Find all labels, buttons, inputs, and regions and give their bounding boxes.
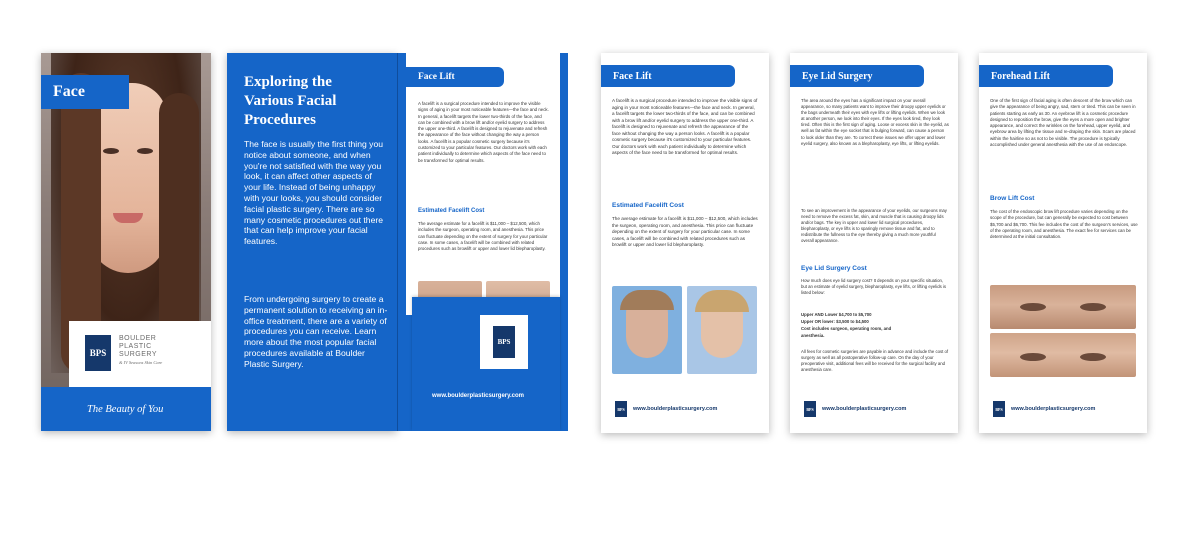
bps-logo-icon: BPS	[85, 335, 111, 371]
fold-bps-logo-icon: BPS	[493, 326, 515, 358]
facelift-cost-body: The average estimate for a facelift is $11,000 – $12,500, which includes the surgeon, operating room, and anesthesia. This price can fluctuate depending on the extent of surgery for your particular case. In some cases, a facelift will be combined with related procedures such as browlift or upper and lower lid blepharoplasty.	[612, 216, 758, 247]
folded-facelift-tab: Face Lift	[406, 67, 504, 87]
forehead-footer-url: www.boulderplasticsurgery.com	[1011, 406, 1096, 412]
facelift-after-photo	[687, 286, 757, 374]
forehead-title: Forehead Lift	[991, 70, 1050, 82]
logo-line-2: PLASTIC	[119, 343, 152, 350]
cover-tab	[41, 75, 129, 109]
eyelid-cost-note: All fees for cosmetic surgeries are payable in advance and include the cost of surgery as well as all postoperative follow-up care. On the day of your preoperative visit, additional fees will be received for the surgical facility and anesthesia care.	[801, 349, 949, 373]
brochure-cover-panel	[41, 53, 211, 431]
facelift-footer-logo-icon: BPS	[615, 401, 627, 417]
eyelid-footer-logo-icon: BPS	[804, 401, 816, 417]
fold-logo-card	[480, 315, 528, 369]
forehead-cost-heading: Brow Lift Cost	[990, 195, 1035, 202]
eyelid-body: The area around the eyes has a significant impact on your overall appearance, so many patients want to improve their droopy upper eyelids or the bags underneath their eyes with eye lifts or lifting eyelids. When we look at another person, we look into their eyes. If the eyes look tired, they look tired. Often this is the first sign of aging. Loose or excess skin in the eyelid, as well as fat within the eye socket that is bulging forward, can cause a person to look older than they are. To correct these issues we offer upper and lower eyelid surgery, also known as a blepharoplasty, eye lifts, or lifting eyelids.	[801, 98, 949, 146]
facelift-before-photo	[612, 286, 682, 374]
eyelid-cost-body: How much does eye lid surgery cost? It depends on your specific situation, but an estimate of eyelid surgery, blepharoplasty, eye lifts, or lifting eyelids is listed below:	[801, 278, 947, 296]
eyelid-cost-line-1: Upper AND Lower $4,700 to $5,700	[801, 312, 872, 317]
logo-card	[69, 321, 211, 387]
eyelid-body-2: To see an improvement in the appearance of your eyelids, our surgeons may need to remove the excess fat, skin, and muscle that is causing droopy lids and/or bags. The key in upper and lower lid surgical procedures, blepharoplasty, or eye lifts is to sparingly remove tissue and fat, and to redistribute the fullness to the eye thereby giving a much more youthful overall appearance.	[801, 208, 947, 244]
folded-facelift-panel	[397, 53, 568, 431]
facelift-title: Face Lift	[613, 70, 652, 82]
forehead-before-photo	[990, 285, 1136, 329]
cover-footer	[41, 387, 211, 431]
eyelid-page	[790, 53, 958, 433]
folded-cost-body: The average estimate for a facelift is $11,000 – $12,500, which includes the surgeon, operating room, and anesthesia. This price can fluctuate depending on the extent of surgery for your particular case. In some cases, a facelift will be combined with related procedures such as browlift or upper and lower lid blepharoplasty.	[418, 221, 548, 252]
intro-panel	[227, 53, 397, 431]
eyelid-cost-heading: Eye Lid Surgery Cost	[801, 265, 867, 272]
forehead-page	[979, 53, 1147, 433]
forehead-cost-body: The cost of the endoscopic brow lift procedure varies depending on the scope of the procedure, but can generally be expected to cost between $5,700 and $6,700. This fee includes the cost of the surgeon's services, use of the operating room, and anesthesia. The exact fee for services can be determined at the initial consultation.	[990, 209, 1138, 240]
facelift-page	[601, 53, 769, 433]
cover-tagline: The Beauty of You	[87, 403, 164, 415]
folded-cost-heading: Estimated Facelift Cost	[418, 208, 485, 214]
facelift-tab	[601, 65, 735, 87]
folded-facelift-body: A facelift is a surgical procedure intended to improve the visible signs of aging in your most noticeable features—the face and neck. In general, a facelift targets the lower two-thirds of the face, and can be combined with a brow lift and/or eyelid surgery to address the upper one-third. A facelift is designed to rejuvenate and refresh the appearance of the face without changing the way a person looks. A facelift is a popular cosmetic surgery because it's customized to your particular features. Our doctors work with each patient individually to determine which aspects of the face need to be transformed for optimal results.	[418, 101, 549, 163]
forehead-footer-logo-icon: BPS	[993, 401, 1005, 417]
intro-para-2: From undergoing surgery to create a permanent solution to receiving an in-office treatment, there are a variety of procedures you can receive. Learn more about the most popular facial procedures available at Boulder Plastic Surgery.	[244, 294, 388, 369]
logo-line-3: SURGERY	[119, 351, 157, 358]
logo-sub: & IV Seasons Skin Care	[119, 360, 163, 365]
logo-line-1: BOULDER	[119, 335, 157, 342]
eyelid-footer-url: www.boulderplasticsurgery.com	[822, 406, 907, 412]
intro-para-1: The face is usually the first thing you notice about someone, and when you're not satisfied with the way you look, it can affect other aspects of your life. Instead of being unhappy with your looks, you should consider facial plastic surgery. There are so many cosmetic procedures out there that can help improve your facial features.	[244, 139, 384, 247]
forehead-tab	[979, 65, 1113, 87]
forehead-after-photo	[990, 333, 1136, 377]
fold-flap	[412, 297, 560, 431]
facelift-footer-url: www.boulderplasticsurgery.com	[633, 406, 718, 412]
eyelid-tab	[790, 65, 924, 87]
eyelid-title: Eye Lid Surgery	[802, 70, 873, 82]
folded-inner-sheet	[406, 53, 560, 315]
forehead-body: One of the first sign of facial aging is often descent of the brow which can give the appearance of being angry, sad, stern or tired. This can be seen in patients starting as early as 30. An eyebrow lift is a cosmetic procedure designed to reposition the brow, give the eyes a more open and brighter appearance, and correct the wrinkles on the forehead, upper eyelid, and eyebrow area by lifting the tissue and re-draping the skin. Scars are placed within the hairline so as not to be visible. The procedure is typically accomplished under general anesthesia with the use of an endoscope.	[990, 98, 1136, 148]
eyelid-cost-line-3: Cost includes surgeon, operating room, and anesthesia.	[801, 326, 892, 339]
facelift-body: A facelift is a surgical procedure intended to improve the visible signs of aging in your most noticeable features—the face and neck. In general, a facelift targets the lower two-thirds of the face, and can be combined with a brow lift and/or eyelid surgery to address the upper one-third. A facelift is designed to rejuvenate and refresh the appearance of the face without changing the way a person looks. A facelift is a popular cosmetic surgery because it's customized to your particular features. Our doctors work with each patient individually to determine which aspects of the face need to be transformed for optimal results.	[612, 98, 758, 155]
cover-tab-label: Face	[53, 83, 85, 100]
eyelid-cost-line-2: Upper OR lower: $3,500 to $4,500	[801, 319, 869, 324]
fold-url: www.boulderplasticsurgery.com	[432, 393, 525, 399]
facelift-cost-heading: Estimated Facelift Cost	[612, 202, 684, 209]
intro-title: Exploring the Various Facial Procedures	[244, 74, 337, 128]
